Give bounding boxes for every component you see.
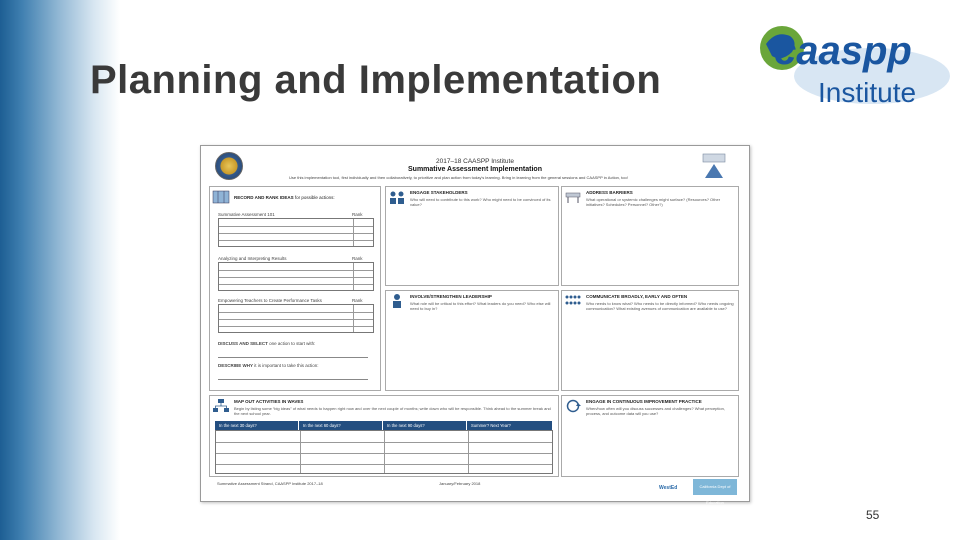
logo-brand-text: caaspp [774, 29, 912, 73]
rank-label-1: Rank [352, 212, 363, 217]
communicate-box [561, 290, 739, 391]
discuss-line [218, 357, 368, 358]
communicate-question: Who needs to know what? Who needs to be directly informed? Who needs ongoing communication? What existing avenues of communication are available to use? [586, 301, 734, 311]
column-header-60: In the next 60 days? [299, 421, 383, 430]
leadership-icon [388, 293, 406, 309]
ideas-grid-2 [218, 262, 374, 291]
logo-subtitle-text: Institute [818, 77, 917, 108]
wested-logo: WestEd [659, 485, 678, 491]
audience-icon [564, 293, 582, 309]
document-instructions: Use this implementation tool, first individually and then collaboratively, to prioritize and plan action from today's learning. Bring in learning from the general sessions and CAASPP in Action, too! [289, 175, 628, 180]
column-header-90: In the next 90 days? [383, 421, 467, 430]
leadership-box [385, 290, 559, 391]
stakeholders-title: ENGAGE STAKEHOLDERS [410, 190, 468, 195]
stakeholders-icon [388, 189, 406, 205]
ideas-grid-1 [218, 218, 374, 247]
section-label-3: Empowering Teachers to Create Performance Tasks [218, 298, 322, 303]
describe-why-label: DESCRIBE WHY it is important to take this action: [218, 363, 319, 368]
describe-line [218, 379, 368, 380]
leadership-title: INVOLVE/STRENGTHEN LEADERSHIP [410, 294, 492, 299]
footer-date-text: January/February 2018 [439, 481, 481, 486]
section-label-1: Summative Assessment 101 [218, 212, 275, 217]
continuous-improvement-box [561, 395, 739, 477]
map-title: MAP OUT ACTIVITIES IN WAVES [234, 399, 304, 404]
improvement-title: ENGAGE IN CONTINUOUS IMPROVEMENT PRACTICE [586, 399, 702, 404]
improvement-question: When/how often will you discuss successes and challenges? What perception, process, and outcome data will you use? [586, 406, 725, 416]
map-instructions: Begin by listing some “big ideas” of what needs to happen right now and over the next couple of months; write down who will be responsible. Think ahead to the summer break and the next school year. [234, 406, 551, 416]
leadership-question: What role will be critical to this effort? What leaders do you need? Who else will need to buy in? [410, 301, 551, 311]
column-header-summer: Summer? Next Year? [467, 421, 553, 430]
cycle-icon [564, 398, 582, 414]
implementation-arrow-icon [699, 152, 729, 182]
document-title: 2017–18 CAASPP Institute [436, 158, 514, 165]
barriers-title: ADDRESS BARRIERS [586, 190, 633, 195]
page-number: 55 [866, 508, 880, 522]
slide-title: Planning and Implementation [90, 58, 662, 102]
engage-stakeholders-box [385, 186, 559, 286]
barriers-question: What operational or systemic challenges might surface? (Resources? Other initiatives? Schedules? Personnel? Other?) [586, 197, 721, 207]
org-chart-icon [212, 398, 230, 414]
record-rank-box [209, 186, 381, 391]
cde-logo: California Dept of Education [693, 479, 737, 495]
section-label-2: Analyzing and Interpreting Results [218, 256, 287, 261]
document-subtitle: Summative Assessment Implementation [408, 166, 542, 173]
barriers-icon [564, 189, 582, 205]
discuss-select-label: DISCUSS AND SELECT one action to start with: [218, 341, 316, 346]
map-icon [212, 189, 230, 205]
waves-grid [215, 430, 553, 474]
caaspp-institute-logo [752, 14, 952, 114]
rank-label-2: Rank [352, 256, 363, 261]
ideas-grid-3 [218, 304, 374, 333]
rank-label-3: Rank [352, 298, 363, 303]
column-header-30: In the next 30 days? [215, 421, 299, 430]
footer-left-text: Summative Assessment Strand, CAASPP Institute 2017–18 [217, 481, 323, 486]
planning-document [200, 145, 750, 505]
stakeholders-question: Who will need to contribute to this work? Who might need to be convinced of its value? [410, 197, 551, 207]
record-title: RECORD AND RANK IDEAS for possible actions: [234, 195, 335, 200]
address-barriers-box [561, 186, 739, 286]
communicate-title: COMMUNICATE BROADLY, EARLY AND OFTEN [586, 294, 688, 299]
